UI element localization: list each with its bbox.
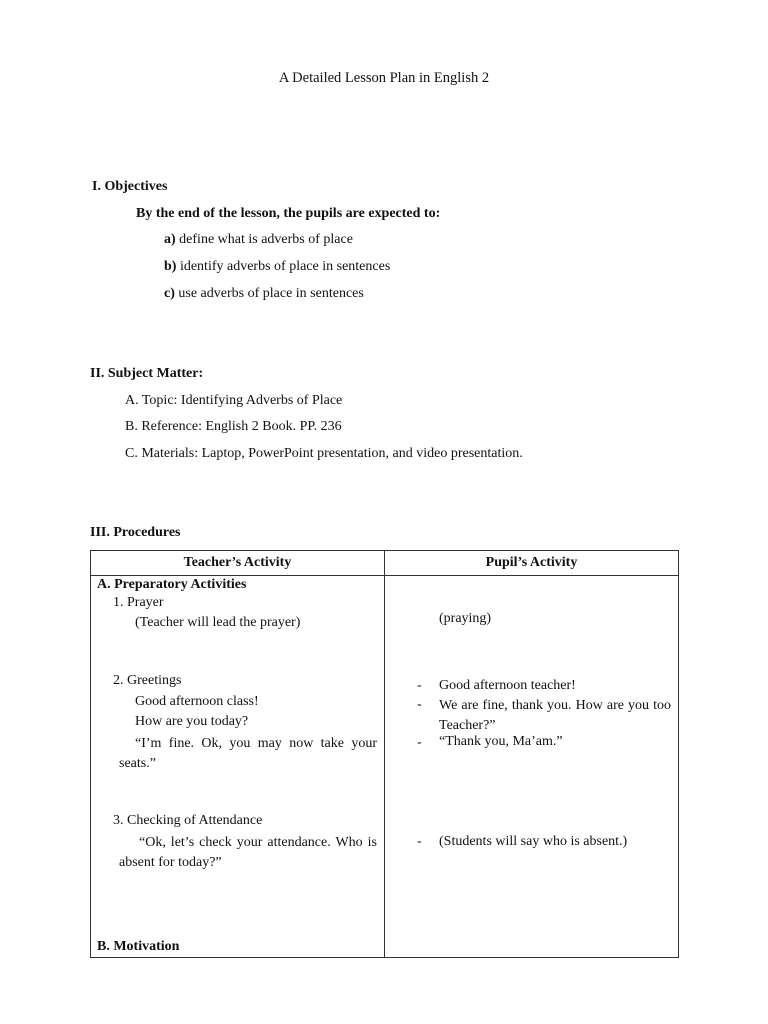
objectives-heading: I. Objectives — [92, 179, 168, 194]
objective-marker: b) — [164, 259, 177, 274]
bullet-dash: - — [417, 834, 422, 849]
greetings-title: 2. Greetings — [113, 673, 182, 688]
bullet-dash: - — [417, 678, 422, 693]
objective-item-c — [164, 286, 364, 302]
objective-text: identify adverbs of place in sentences — [176, 259, 391, 274]
pupil-reply: Good afternoon teacher! — [439, 678, 576, 693]
objective-item-a — [164, 232, 353, 248]
greeting-question: How are you today? — [135, 714, 249, 729]
greeting-response: “I’m fine. Ok, you may now take your seats.” — [119, 736, 377, 771]
pupil-reply: “Thank you, Ma’am.” — [439, 734, 563, 749]
subject-reference: B. Reference: English 2 Book. PP. 236 — [125, 419, 342, 434]
attendance-text: “Ok, let’s check your attendance. Who is absent for today?” — [119, 835, 377, 870]
objective-text: define what is adverbs of place — [175, 232, 353, 247]
objectives-intro: By the end of the lesson, the pupils are expected to: — [136, 206, 441, 221]
procedures-table — [90, 550, 679, 958]
pupil-reply: We are fine, thank you. How are you too Teacher?” — [439, 698, 671, 733]
praying-text: (praying) — [439, 611, 492, 626]
pupil-activity-cell — [385, 576, 679, 958]
greeting-line: Good afternoon class! — [135, 694, 259, 709]
pupil-reply: (Students will say who is absent.) — [439, 834, 628, 849]
subject-materials: C. Materials: Laptop, PowerPoint presentation, and video presentation. — [125, 446, 523, 461]
motivation-heading: B. Motivation — [97, 939, 180, 954]
bullet-dash: - — [417, 697, 422, 712]
procedures-heading: III. Procedures — [90, 525, 181, 540]
teacher-activity-cell — [91, 576, 385, 958]
objective-marker: c) — [164, 286, 175, 301]
objective-text: use adverbs of place in sentences — [174, 286, 364, 301]
teacher-activity-header: Teacher’s Activity — [91, 551, 385, 576]
pupil-activity-header: Pupil’s Activity — [385, 551, 679, 576]
document-title: A Detailed Lesson Plan in English 2 — [278, 70, 490, 86]
subject-matter-heading: II. Subject Matter: — [90, 366, 204, 381]
prayer-title: 1. Prayer — [113, 595, 164, 610]
attendance-title: 3. Checking of Attendance — [113, 813, 263, 828]
preparatory-activities-heading: A. Preparatory Activities — [97, 577, 247, 592]
objective-marker: a) — [164, 232, 176, 247]
objective-item-b — [164, 259, 390, 275]
bullet-dash: - — [417, 735, 422, 750]
prayer-text: (Teacher will lead the prayer) — [135, 615, 301, 630]
subject-topic: A. Topic: Identifying Adverbs of Place — [125, 393, 343, 408]
